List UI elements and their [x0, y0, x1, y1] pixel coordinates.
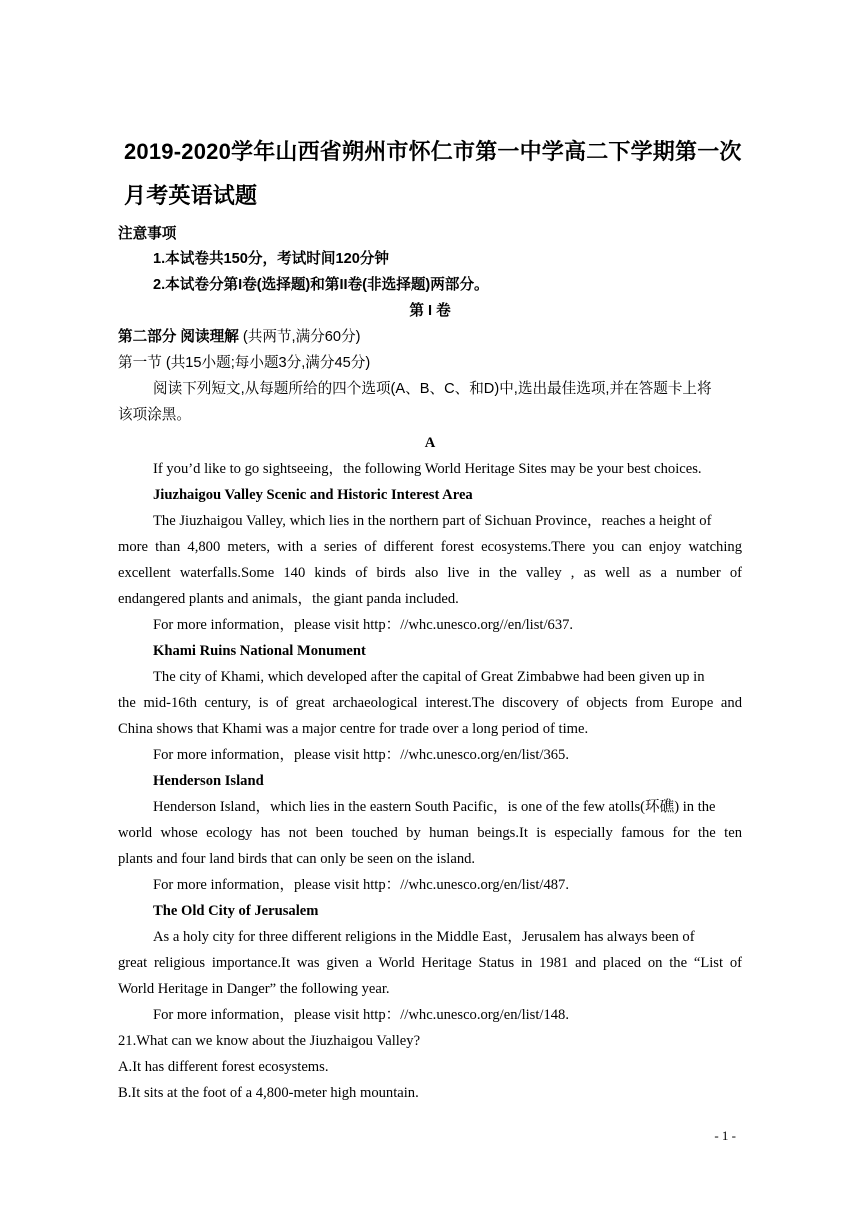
question-option-b: B.It sits at the foot of a 4,800-meter high mountain.	[118, 1085, 419, 1101]
site-text-line: World Heritage in Danger” the following year.	[118, 981, 390, 997]
notes-heading: 注意事项	[118, 226, 177, 242]
part-detail: (共两节,满分60分)	[238, 329, 361, 345]
site-text-line: China shows that Khami was a major centre for trade over a long period of time.	[118, 721, 589, 737]
question-stem: 21.What can we know about the Jiuzhaigou Valley?	[118, 1033, 421, 1049]
site-heading: Henderson Island	[153, 773, 264, 789]
volume-heading: 第 I 卷	[409, 303, 451, 319]
site-heading: Khami Ruins National Monument	[153, 643, 366, 659]
site-text-line: endangered plants and animals，the giant panda included.	[118, 591, 459, 607]
site-more-info: For more information，please visit http：//whc.unesco.org/en/list/148.	[153, 1007, 570, 1023]
site-text-line: plants and four land birds that can only be seen on the island.	[118, 851, 476, 867]
site-heading: The Old City of Jerusalem	[153, 903, 319, 919]
question-option-a: A.It has different forest ecosystems.	[118, 1059, 329, 1075]
site-text-line: world whose ecology has not been touched by human beings.It is especially famous for the ten	[118, 825, 742, 841]
site-text-line: great religious importance.It was given a World Heritage Status in 1981 and placed on the “List of	[118, 955, 742, 971]
site-heading: Jiuzhaigou Valley Scenic and Historic Interest Area	[153, 487, 473, 503]
site-more-info: For more information，please visit http：//whc.unesco.org/en/list/487.	[153, 877, 570, 893]
notes-item-1: 1.本试卷共150分，考试时间120分钟	[153, 251, 389, 267]
instruction-line-2: 该项涂黑。	[118, 407, 191, 423]
site-text-line: more than 4,800 meters, with a series of different forest ecosystems.There you can enjoy watching	[118, 539, 742, 555]
site-text-line: the mid-16th century, is of great archaeological interest.The discovery of objects from Europe and	[118, 695, 742, 711]
site-text-line: The city of Khami, which developed after the capital of Great Zimbabwe had been given up in	[153, 669, 705, 685]
passage-letter: A	[424, 435, 436, 451]
document-title: 2019-2020学年山西省朔州市怀仁市第一中学高二下学期第一次月考英语试题	[124, 139, 742, 208]
instruction-line-1: 阅读下列短文,从每题所给的四个选项(A、B、C、和D)中,选出最佳选项,并在答题卡上将	[153, 381, 712, 397]
part-heading	[118, 324, 742, 350]
part-label: 第二部分 阅读理解	[118, 329, 239, 345]
site-text-line: excellent waterfalls.Some 140 kinds of birds also live in the valley , as well as a number of	[118, 565, 742, 581]
site-text-line: As a holy city for three different religions in the Middle East，Jerusalem has always been of	[153, 929, 695, 945]
page-number: - 1 -	[714, 1128, 736, 1143]
site-text-line: Henderson Island，which lies in the eastern South Pacific，is one of the few atolls(环礁) in the	[153, 799, 716, 815]
section-heading: 第一节 (共15小题;每小题3分,满分45分)	[118, 355, 371, 371]
notes-item-2: 2.本试卷分第I卷(选择题)和第II卷(非选择题)两部分。	[153, 277, 489, 293]
site-more-info: For more information，please visit http：//whc.unesco.org/en/list/365.	[153, 747, 570, 763]
passage-intro: If you’d like to go sightseeing，the following World Heritage Sites may be your best choices.	[153, 461, 702, 477]
site-text-line: The Jiuzhaigou Valley, which lies in the northern part of Sichuan Province，reaches a height of	[153, 513, 712, 529]
site-more-info: For more information，please visit http：//whc.unesco.org//en/list/637.	[153, 617, 574, 633]
